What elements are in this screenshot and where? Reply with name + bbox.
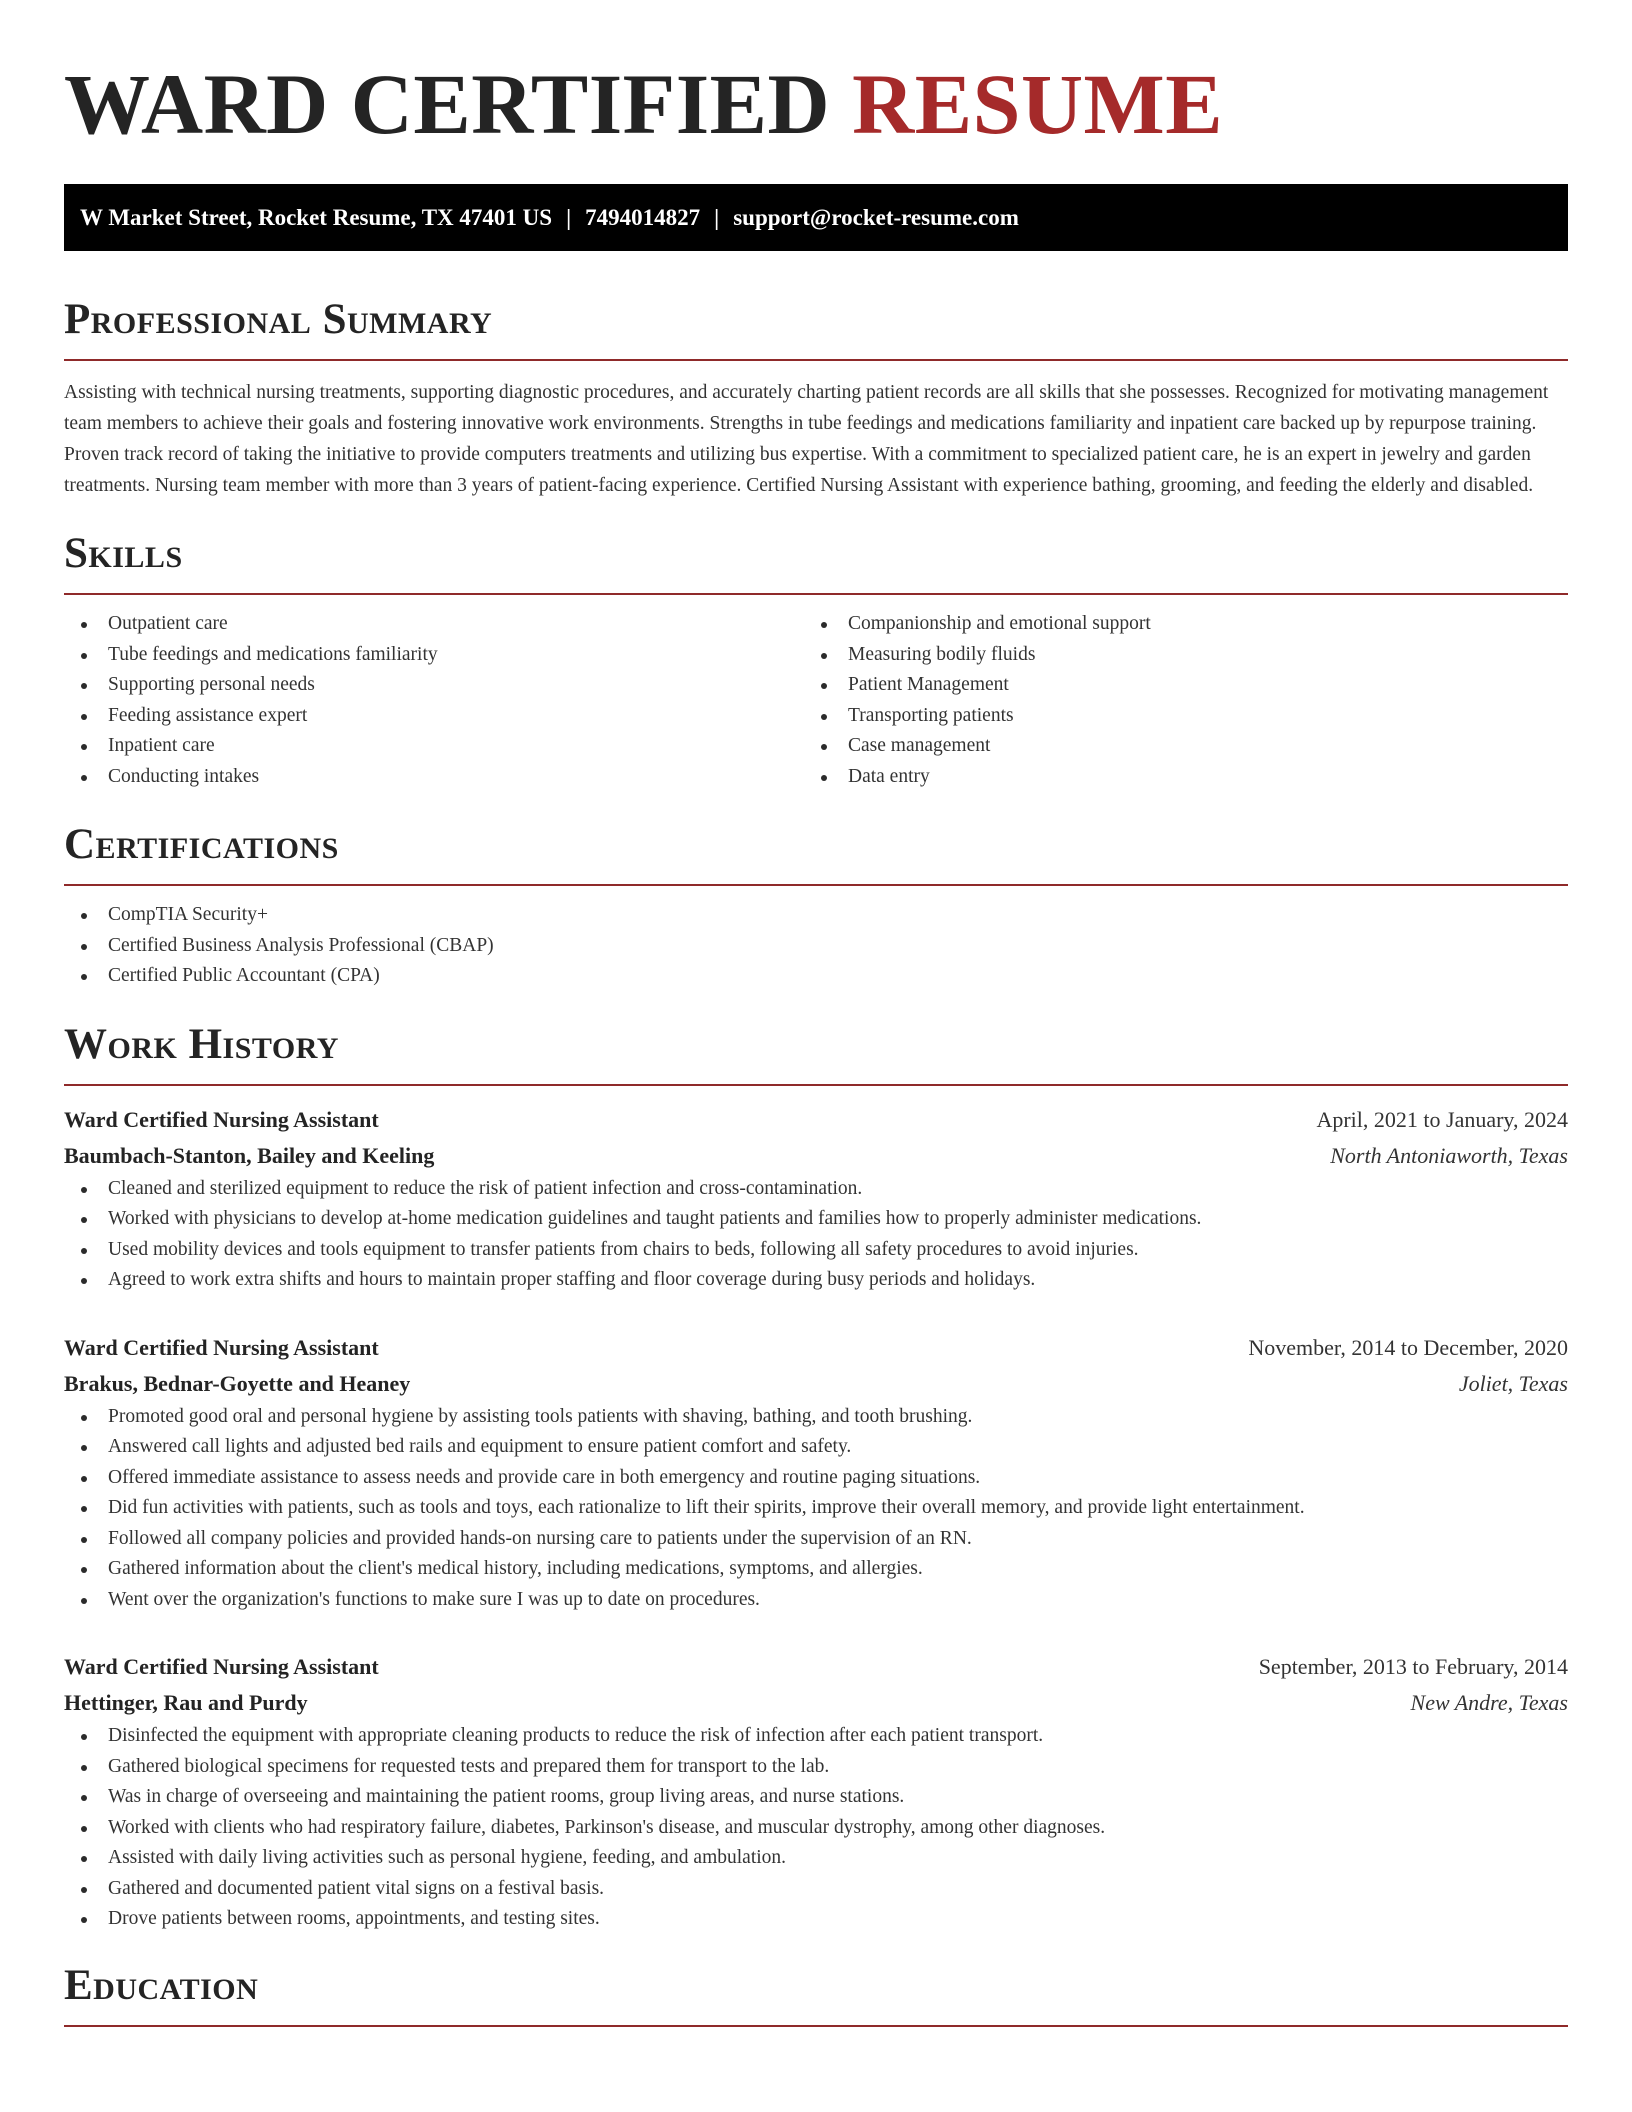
- job-subheader-row: [64, 1366, 1568, 1402]
- certification-item: Certified Public Accountant (CPA): [108, 961, 1568, 992]
- job-header-row: [64, 1649, 1568, 1685]
- contact-separator: |: [566, 205, 572, 230]
- job-duty-item: Disinfected the equipment with appropriate cleaning products to reduce the risk of infection after each patient transport.: [108, 1721, 1568, 1752]
- job-title: Ward Certified Nursing Assistant: [64, 1106, 379, 1132]
- job-duty-item: Worked with physicians to develop at-home medication guidelines and taught patients and families how to properly administer medications.: [108, 1204, 1568, 1235]
- education-section: [64, 1961, 1568, 2027]
- contact-separator: |: [714, 205, 720, 230]
- job-dates: November, 2014 to December, 2020: [1248, 1334, 1568, 1360]
- section-divider: [64, 1084, 1568, 1086]
- section-divider: [64, 359, 1568, 361]
- job-duty-item: Followed all company policies and provided hands-on nursing care to patients under the supervision of an RN.: [108, 1524, 1568, 1555]
- job-subheader-row: [64, 1138, 1568, 1174]
- skill-item: Inpatient care: [108, 731, 804, 762]
- section-title-summary: Professional Summary: [64, 296, 493, 343]
- certification-item: CompTIA Security+: [108, 900, 1568, 931]
- job-company: Brakus, Bednar-Goyette and Heaney: [64, 1370, 411, 1396]
- skills-column-left: [64, 609, 804, 792]
- skills-section: [64, 529, 1568, 792]
- job-duty-item: Promoted good oral and personal hygiene by assisting tools patients with shaving, bathing, and tooth brushing.: [108, 1402, 1568, 1433]
- job-duty-item: Offered immediate assistance to assess needs and provide care in both emergency and routine paging situations.: [108, 1463, 1568, 1494]
- job-duty-item: Worked with clients who had respiratory failure, diabetes, Parkinson's disease, and muscular dystrophy, among other diagnoses.: [108, 1813, 1568, 1844]
- job-subheader-row: [64, 1685, 1568, 1721]
- name-accent: RESUME: [852, 56, 1224, 152]
- section-divider: [64, 593, 1568, 595]
- job-company: Hettinger, Rau and Purdy: [64, 1690, 308, 1715]
- skill-item: Outpatient care: [108, 609, 804, 640]
- summary-section: [64, 295, 1568, 501]
- job-duty-item: Used mobility devices and tools equipment to transfer patients from chairs to beds, following all safety procedures to avoid injuries.: [108, 1235, 1568, 1266]
- name-main: WARD CERTIFIED: [64, 56, 831, 152]
- job-dates: April, 2021 to January, 2024: [1316, 1106, 1568, 1132]
- job-duties-list: [64, 1721, 1568, 1935]
- skill-item: Companionship and emotional support: [848, 609, 1564, 640]
- job-title: Ward Certified Nursing Assistant: [64, 1654, 379, 1679]
- skill-item: Feeding assistance expert: [108, 701, 804, 732]
- contact-address: W Market Street, Rocket Resume, TX 47401 US: [80, 205, 553, 230]
- job-header-row: [64, 1102, 1568, 1138]
- job-duty-item: Went over the organization's functions to make sure I was up to date on procedures.: [108, 1585, 1568, 1616]
- job-duty-item: Gathered information about the client's medical history, including medications, symptoms, and allergies.: [108, 1554, 1568, 1585]
- skills-grid: [64, 609, 1568, 792]
- skills-list-left: [64, 609, 804, 792]
- job-entry: [64, 1330, 1568, 1616]
- section-title-work-history: Work History: [64, 1020, 339, 1068]
- skills-column-right: [804, 609, 1564, 792]
- skills-list-right: [804, 609, 1564, 792]
- job-duty-item: Answered call lights and adjusted bed rails and equipment to ensure patient comfort and safety.: [108, 1432, 1568, 1463]
- job-entry: [64, 1102, 1568, 1296]
- section-title-skills: Skills: [64, 530, 183, 577]
- job-duty-item: Drove patients between rooms, appointments, and testing sites.: [108, 1904, 1568, 1935]
- job-duty-item: Cleaned and sterilized equipment to reduce the risk of patient infection and cross-contamination.: [108, 1174, 1568, 1205]
- job-duty-item: Gathered biological specimens for requested tests and prepared them for transport to the lab.: [108, 1752, 1568, 1783]
- job-header-row: [64, 1330, 1568, 1366]
- summary-text: Assisting with technical nursing treatments, supporting diagnostic procedures, and accurately charting patient records are all skills that she possesses. Recognized for motivating management team members to achieve their goals and fostering innovative work environments. Strengths in tube feedings and medications familiarity and inpatient care backed up by repurpose training. Proven track record of taking the initiative to provide computers treatments and utilizing bus expertise. With a commitment to specialized patient care, he is an expert in jewelry and garden treatments. Nursing team member with more than 3 years of patient-facing experience. Certified Nursing Assistant with experience bathing, grooming, and feeding the elderly and disabled.: [64, 382, 1549, 496]
- section-divider: [64, 2025, 1568, 2027]
- job-duties-list: [64, 1402, 1568, 1616]
- certifications-list: [64, 900, 1568, 992]
- job-duties-list: [64, 1174, 1568, 1296]
- skill-item: Transporting patients: [848, 701, 1564, 732]
- section-title-certifications: Certifications: [64, 821, 339, 868]
- job-duty-item: Did fun activities with patients, such as tools and toys, each rationalize to lift their spirits, improve their overall memory, and provide light entertainment.: [108, 1493, 1568, 1524]
- contact-phone: 7494014827: [585, 205, 701, 230]
- job-entry: [64, 1649, 1568, 1935]
- resume-name: [64, 0, 1568, 152]
- skill-item: Patient Management: [848, 670, 1564, 701]
- job-company: Baumbach-Stanton, Bailey and Keeling: [64, 1142, 435, 1168]
- contact-email[interactable]: support@rocket-resume.com: [733, 205, 1019, 230]
- job-duty-item: Assisted with daily living activities such as personal hygiene, feeding, and ambulation.: [108, 1843, 1568, 1874]
- skill-item: Conducting intakes: [108, 762, 804, 793]
- job-duty-item: Was in charge of overseeing and maintaining the patient rooms, group living areas, and nurse stations.: [108, 1782, 1568, 1813]
- skill-item: Case management: [848, 731, 1564, 762]
- job-duty-item: Agreed to work extra shifts and hours to maintain proper staffing and floor coverage during busy periods and holidays.: [108, 1265, 1568, 1296]
- job-dates: September, 2013 to February, 2014: [1258, 1654, 1568, 1679]
- contact-bar: [64, 184, 1568, 251]
- job-location: New Andre, Texas: [1410, 1690, 1568, 1715]
- certification-item: Certified Business Analysis Professional (CBAP): [108, 931, 1568, 962]
- section-divider: [64, 884, 1568, 886]
- job-title: Ward Certified Nursing Assistant: [64, 1334, 379, 1360]
- skill-item: Tube feedings and medications familiarity: [108, 640, 804, 671]
- skill-item: Measuring bodily fluids: [848, 640, 1564, 671]
- skill-item: Data entry: [848, 762, 1564, 793]
- work-history-section: [64, 1020, 1568, 1935]
- section-title-education: Education: [64, 1961, 259, 2009]
- job-location: Joliet, Texas: [1458, 1370, 1568, 1396]
- job-location: North Antoniaworth, Texas: [1330, 1142, 1568, 1168]
- job-duty-item: Gathered and documented patient vital signs on a festival basis.: [108, 1874, 1568, 1905]
- skill-item: Supporting personal needs: [108, 670, 804, 701]
- certifications-section: [64, 820, 1568, 992]
